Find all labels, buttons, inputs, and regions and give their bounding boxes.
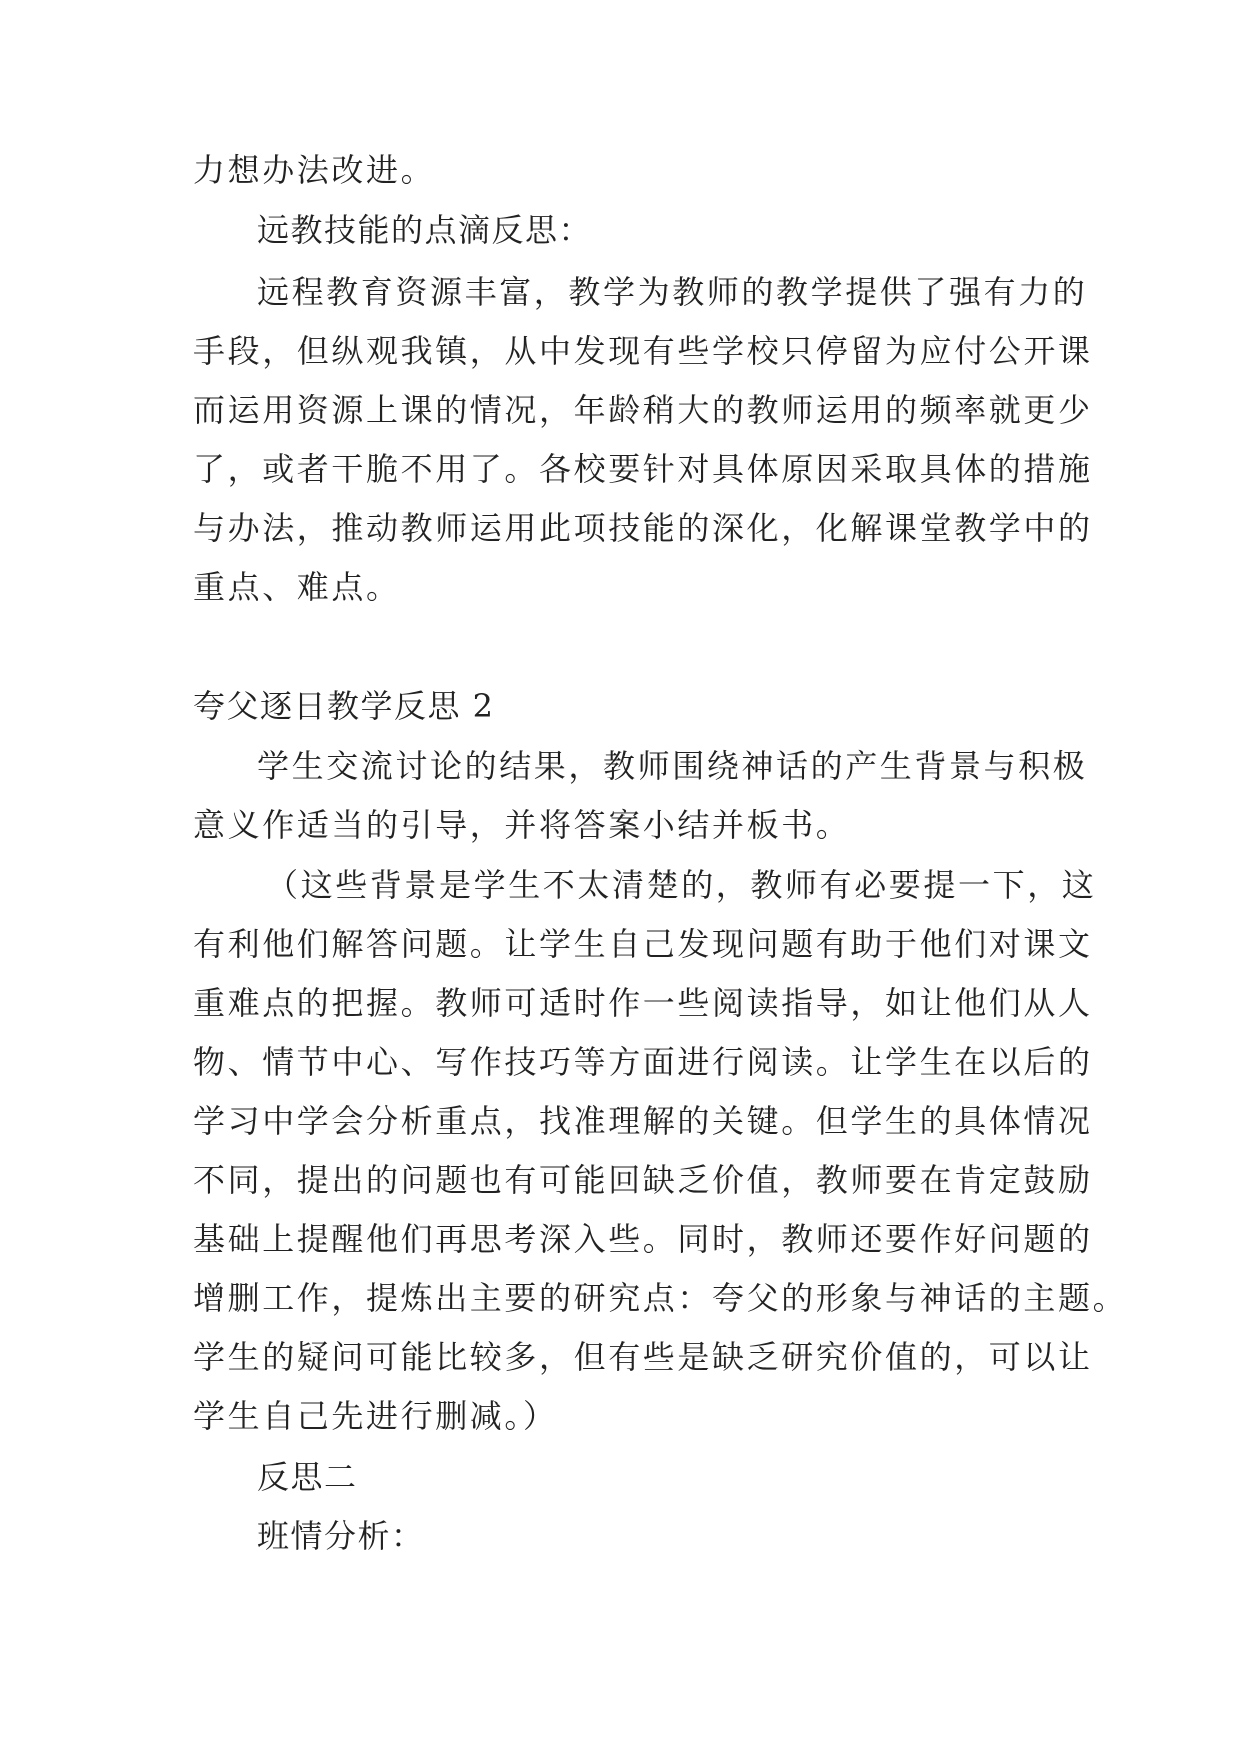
subheading: 班情分析： (257, 1517, 425, 1555)
article-title: 夸父逐日教学反思 2 (193, 687, 495, 725)
paragraph-line: 意义作适当的引导，并将答案小结并板书。 (193, 806, 851, 844)
paragraph-line: 基础上提醒他们再思考深入些。同时，教师还要作好问题的 (193, 1220, 1093, 1258)
paragraph-line: 学生的疑问可能比较多，但有些是缺乏研究价值的，可以让 (193, 1338, 1093, 1376)
paragraph-line: 物、情节中心、写作技巧等方面进行阅读。让学生在以后的 (193, 1043, 1093, 1081)
paragraph-line: 而运用资源上课的情况，年龄稍大的教师运用的频率就更少 (193, 391, 1093, 429)
paragraph-line: 重难点的把握。教师可适时作一些阅读指导，如让他们从人 (193, 984, 1093, 1022)
continuation-line: 力想办法改进。 (193, 151, 436, 189)
paragraph-line: 重点、难点。 (193, 568, 401, 606)
paragraph-line: 不同，提出的问题也有可能回缺乏价值，教师要在肯定鼓励 (193, 1161, 1093, 1199)
paragraph-line: 手段，但纵观我镇，从中发现有些学校只停留为应付公开课 (193, 332, 1093, 370)
subheading: 反思二 (257, 1458, 358, 1496)
paragraph-line: 增删工作，提炼出主要的研究点：夸父的形象与神话的主题。 (193, 1279, 1128, 1317)
paragraph-line: 有利他们解答问题。让学生自己发现问题有助于他们对课文 (193, 925, 1093, 963)
paragraph-line: 远程教育资源丰富，教学为教师的教学提供了强有力的 (257, 273, 1088, 311)
paragraph-line: 学生交流讨论的结果，教师围绕神话的产生背景与积极 (257, 747, 1088, 785)
paragraph-line: 与办法，推动教师运用此项技能的深化，化解课堂教学中的 (193, 509, 1093, 547)
section-heading: 远教技能的点滴反思： (257, 211, 593, 249)
paragraph-line: 学生自己先进行删减。） (193, 1397, 558, 1435)
paragraph-line: 了，或者干脆不用了。各校要针对具体原因采取具体的措施 (193, 450, 1093, 488)
paragraph-line: 学习中学会分析重点，找准理解的关键。但学生的具体情况 (193, 1102, 1093, 1140)
paragraph-line: （这些背景是学生不太清楚的，教师有必要提一下，这 (266, 866, 1097, 904)
